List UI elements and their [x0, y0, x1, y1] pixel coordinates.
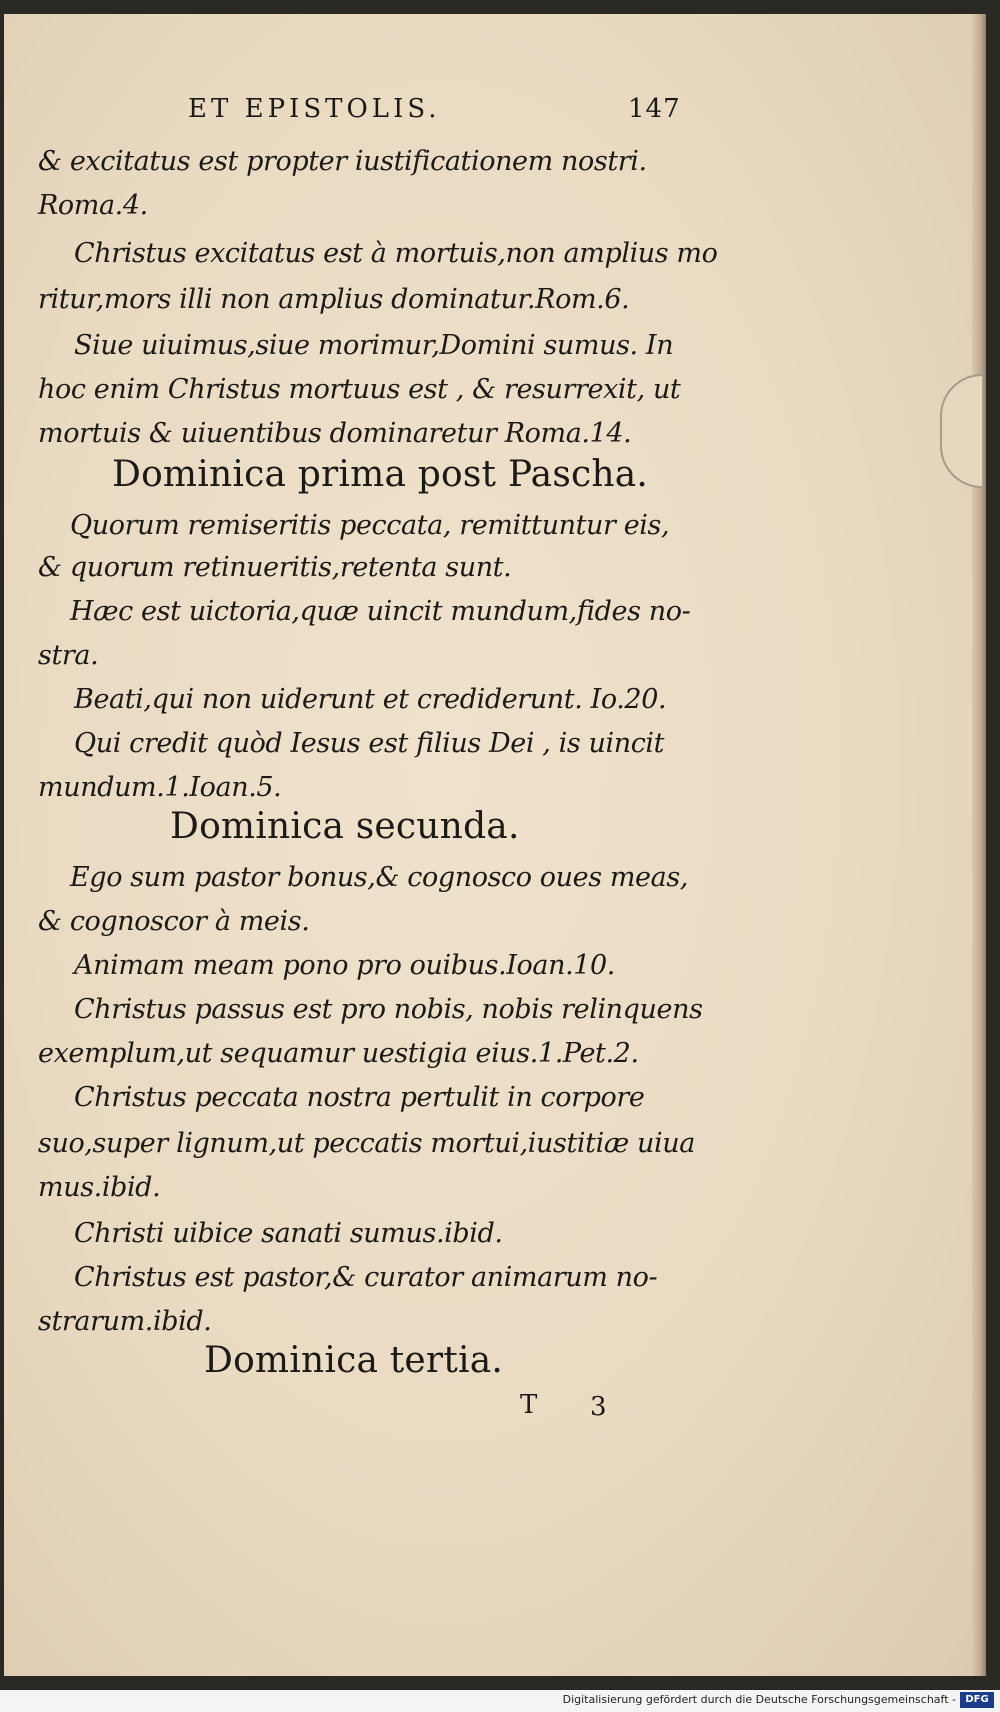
- text-line: mus.ibid.: [38, 1172, 161, 1203]
- text-line: stra.: [38, 640, 99, 671]
- dfg-logo-icon: DFG: [960, 1692, 994, 1708]
- text-line: & excitatus est propter iustificationem nostri.: [38, 146, 647, 177]
- text-line: Christus peccata nostra pertulit in corpore: [74, 1082, 645, 1113]
- text-line: mortuis & uiuentibus dominaretur Roma.14.: [38, 418, 632, 449]
- running-title: ET EPISTOLIS.: [188, 94, 441, 124]
- text-line: strarum.ibid.: [38, 1306, 212, 1337]
- signature-number: 3: [590, 1392, 607, 1422]
- text-line: Siue uiuimus,siue morimur,Domini sumus. In: [74, 330, 674, 361]
- thumb-notch: [940, 374, 982, 488]
- section-heading: Dominica tertia.: [204, 1340, 504, 1381]
- text-line: Animam meam pono pro ouibus.Ioan.10.: [74, 950, 615, 981]
- text-line: Quorum remiseritis peccata, remittuntur eis,: [70, 510, 670, 541]
- footer-credit: Digitalisierung gefördert durch die Deutsche Forschungsgemeinschaft -: [562, 1693, 956, 1706]
- text-line: Roma.4.: [38, 190, 148, 221]
- page-edge: [972, 14, 986, 1676]
- text-line: Qui credit quòd Iesus est filius Dei , is uincit: [74, 728, 665, 759]
- page-number: 147: [628, 94, 681, 124]
- text-line: ritur,mors illi non amplius dominatur.Rom.6.: [38, 284, 630, 315]
- text-line: Christus passus est pro nobis, nobis relinquens: [74, 994, 703, 1025]
- text-line: Hæc est uictoria,quæ uincit mundum,fides no-: [70, 596, 691, 627]
- signature-mark: T: [520, 1390, 538, 1420]
- text-line: & cognoscor à meis.: [38, 906, 310, 937]
- text-line: suo,super lignum,ut peccatis mortui,iustitiæ uiua: [38, 1128, 695, 1159]
- text-line: Beati,qui non uiderunt et crediderunt. Io.20.: [74, 684, 667, 715]
- section-heading: Dominica prima post Pascha.: [112, 454, 649, 495]
- text-line: exemplum,ut sequamur uestigia eius.1.Pet.2.: [38, 1038, 639, 1069]
- text-line: mundum.1.Ioan.5.: [38, 772, 282, 803]
- section-heading: Dominica secunda.: [170, 806, 520, 847]
- text-line: Christus est pastor,& curator animarum no-: [74, 1262, 658, 1293]
- text-line: Christi uibice sanati sumus.ibid.: [74, 1218, 503, 1249]
- text-line: Christus excitatus est à mortuis,non amplius mo: [74, 238, 718, 269]
- text-line: Ego sum pastor bonus,& cognosco oues meas,: [70, 862, 688, 893]
- text-line: hoc enim Christus mortuus est , & resurrexit, ut: [38, 374, 681, 405]
- text-line: & quorum retinueritis,retenta sunt.: [38, 552, 512, 583]
